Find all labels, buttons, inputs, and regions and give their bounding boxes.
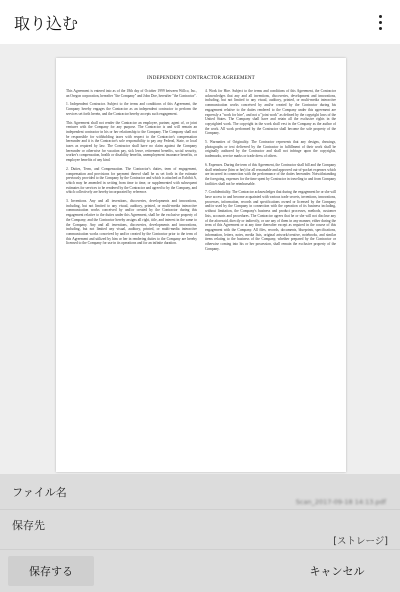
document-title: INDEPENDENT CONTRACTOR AGREEMENT <box>147 76 255 81</box>
save-button[interactable]: 保存する <box>8 556 94 586</box>
document-paragraph: 6. Expenses. During the term of this Agreement, the Contractor shall bill and the Company shall reimburse (him or her) for all reasonable and approved out-of-pocket expenses which are incurred in connection with the performance of the duties hereunder. Notwithstanding the foregoing, expenses for the time spent by Contractor in traveling to and from Company facilities shall not be reimbursable. <box>205 162 336 186</box>
more-vert-icon[interactable] <box>370 12 390 32</box>
document-paragraph: 4. Work for Hire. Subject to the terms and conditions of this Agreement, the Contractor acknowledges that any and all inventions, discoveries, development and innovations, including, but not limited to any visual, auditory, printed, or multi-media interactive communication works conceived by and/or created by the Contractor during his engagement relative to the duties rendered to the Company under this agreement are expressly a "work for hire", and not a "joint work" as defined by the copyright laws of the United States. The Company shall have and retain all the exclusive rights in the copyrighted work. The copyright in the work shall vest in the Company as the author of the work. All work performed by the Contractor shall become the sole property of the Company. <box>205 89 336 136</box>
document-paragraph: 5. Warranties of Originality. The Contractor represents that any designs, drawings, photographs or text delivered by the Contractor in fulfillment of their work shall be originally authored by the Contractor and shall not infringe upon the copyrights, trademarks, service marks or trade dress of others. <box>205 140 336 159</box>
document-body <box>66 89 336 256</box>
document-paragraph: This Agreement is entered into as of the 18th day of October 1999 between Willco, Inc., an Oregon corporation, hereafter "the Company" and John Doe, hereafter "the Contractor". <box>66 89 197 98</box>
document-paragraph: 2. Duties, Term, and Compensation. The Contractor's duties, term of engagement, compensation and provisions for payment thereof shall be as set forth in the estimate previously provided to the Company by the Contractor and which is attached as Exhibit A, which may be amended in writing from time to time, or supplemented with subsequent estimates for services to be rendered by the Contractor and agreed to by the Company, and which collectively are hereby incorporated by reference. <box>66 166 197 195</box>
document-right-column <box>205 89 336 256</box>
save-location-row[interactable] <box>0 510 400 550</box>
document-paragraph: 7. Confidentiality. The Contractor acknowledges that during the engagement he or she will have access to and become acquainted with various trade secrets, inventions, innovations, processes, information, records and specifications owned or licensed by the Company and/or used by the Company in connection with the operation of its business including, without limitation, the Company's business and product processes, methods, customer lists, accounts and procedures. The Contractor agrees that he or she will not disclose any of the aforesaid, directly or indirectly, or use any of them in any manner, either during the term of this Agreement or at any time thereafter except as required in the course of this engagement with the Company. All files, records, documents, blueprints, specifications, information, letters, notes, media lists, original artwork/creative, notebooks, and similar items relating to the business of the Company, whether prepared by the Contractor or otherwise coming into his or her possession, shall remain the exclusive property of the Company. <box>205 190 336 251</box>
document-preview[interactable] <box>56 58 346 472</box>
file-name-label: ファイル名 <box>12 486 67 499</box>
document-left-column <box>66 89 197 256</box>
save-location-value[interactable]: [ストレージ] <box>333 536 388 547</box>
preview-area <box>0 44 400 474</box>
document-paragraph: This Agreement shall not render the Contractor an employee, partner, agent of, or joint venturer with the Company for any purpose. The Contractor is and will remain an independent contractor in his or her relationship to the Company. The Company shall not be responsible for withholding taxes with respect to the Contractor's compensation hereunder and it is the Contractor's sole responsibility to pay any Federal, State, or local taxes as required by law. The Contractor shall have no claim against the Company hereunder or otherwise for vacation pay, sick leave, retirement benefits, social security, worker's compensation, health or disability benefits, unemployment insurance benefits, or employee benefits of any kind. <box>66 120 197 163</box>
app-bar <box>0 0 400 44</box>
document-paragraph: 3. Inventions. Any and all inventions, discoveries, developments and innovations, including, but not limited to any visual, auditory, printed, or multi-media interactive communication works conceived by and/or created by the Contractor during this engagement relative to the duties under this Agreement, shall be the exclusive property of the Company; and the Contractor hereby assigns all right, title, and interest in the same to the Company. Any and all inventions, discoveries, developments and innovations, including, but not limited any visual, auditory, printed, or multi-media interactive communication works conceived by and/or created by the Contractor prior to the term of this Agreement and utilized by him or her in rendering duties to the Company are hereby licensed to the Company for use in its operations and for an infinite duration. <box>66 199 197 246</box>
document-paragraph: 1. Independent Contractor. Subject to the terms and conditions of this Agreement, the Company hereby engages the Contractor as an independent contractor to perform the services set forth herein, and the Contractor hereby accepts such engagement. <box>66 102 197 116</box>
cancel-button[interactable]: キャンセル <box>309 565 365 578</box>
file-name-value[interactable]: Scan_2017-09-18 14:13.pdf <box>295 498 386 506</box>
file-name-row[interactable] <box>0 474 400 510</box>
save-location-label: 保存先 <box>12 519 45 532</box>
action-buttons <box>0 552 400 592</box>
page-title: 取り込む <box>14 13 79 33</box>
save-sheet <box>0 474 400 592</box>
